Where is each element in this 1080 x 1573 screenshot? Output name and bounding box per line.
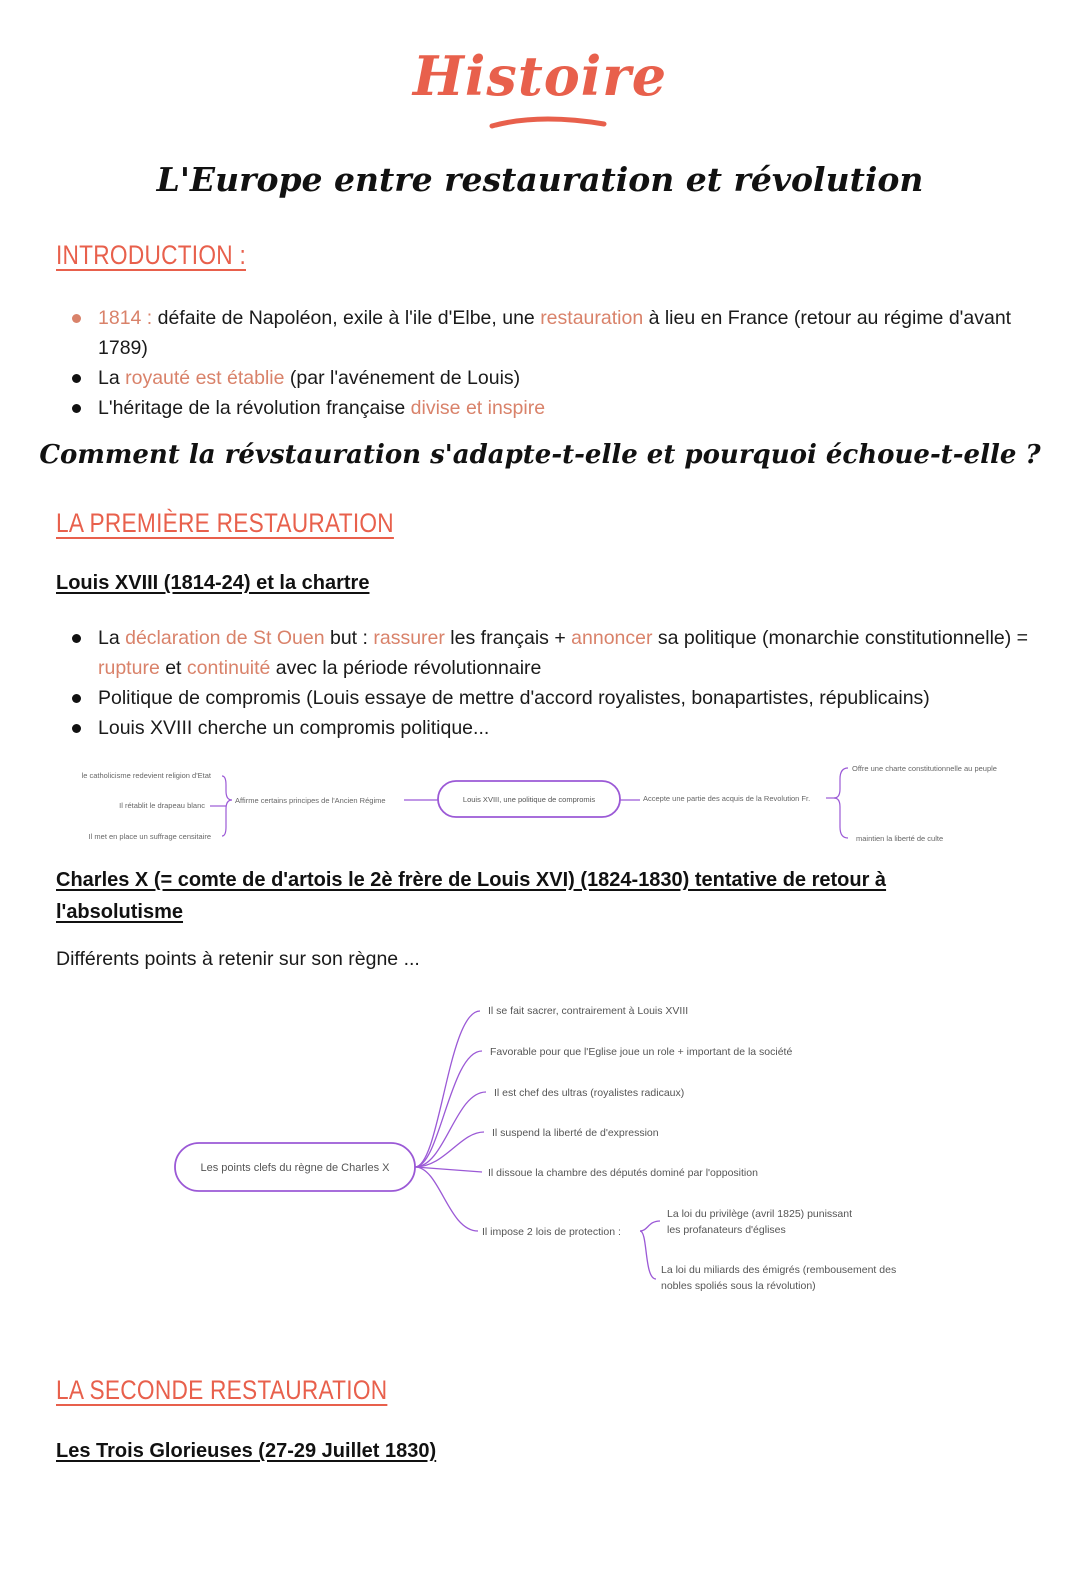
louis-bullet-text: rassurer: [373, 627, 445, 649]
premiere-restauration-heading: LA PREMIÈRE RESTAURATION: [56, 508, 394, 538]
seconde-restauration-heading: LA SECONDE RESTAURATION: [56, 1375, 388, 1405]
title-swash-decoration: [488, 112, 608, 136]
mm1-center: Louis XVIII, une politique de compromis: [462, 795, 596, 804]
louis-bullet: [72, 713, 1032, 743]
intro-bullet: [72, 363, 1032, 393]
intro-bullet-text: restauration: [540, 307, 644, 329]
mm2-branch: Il se fait sacrer, contrairement à Louis XVIII: [488, 1005, 689, 1017]
mm2-branch: Il est chef des ultras (royalistes radicaux): [494, 1087, 685, 1099]
mm2-center: Les points clefs du règne de Charles X: [200, 1162, 390, 1174]
mm2-sub-branch: La loi du miliards des émigrés (rembousement des: [661, 1264, 897, 1276]
mm2-sub-branch: les profanateurs d'églises: [667, 1224, 786, 1236]
intro-bullet-text: divise et inspire: [410, 397, 546, 419]
mm2-branch: Favorable pour que l'Eglise joue un role + important de la société: [490, 1046, 793, 1058]
louis-bullet-text: annoncer: [571, 627, 653, 649]
bullet-icon: [72, 724, 81, 733]
charles-intro-text: Différents points à retenir sur son règne ...: [56, 948, 420, 970]
intro-bullet-text: à lieu en France (retour au régime d'avant 1789): [98, 307, 1012, 359]
louis-bullet-text: sa politique (monarchie constitutionnelle) =: [652, 627, 1029, 649]
louis-bullet-text: les français +: [444, 627, 572, 649]
mm1-right-leaf: Offre une charte constitutionnelle au peuple: [852, 764, 997, 773]
louis-bullet-text: continuité: [186, 657, 271, 679]
mm1-left-branch: Affirme certains principes de l'Ancien Régime: [235, 796, 386, 805]
mm1-left-leaf: Il met en place un suffrage censitaire: [88, 832, 211, 841]
intro-heading: INTRODUCTION :: [56, 240, 246, 270]
bullet-icon: [72, 314, 81, 323]
intro-bullet-text: royauté est établie: [125, 367, 285, 389]
intro-bullet: [72, 393, 1032, 423]
intro-bullet-text: 1814 :: [98, 307, 153, 329]
louis-bullet-text: Louis XVIII cherche un compromis politique...: [98, 717, 490, 739]
page-title: Histoire: [412, 44, 668, 108]
intro-bullet-text: (par l'avénement de Louis): [284, 367, 521, 389]
louis-bullet-text: avec la période révolutionnaire: [270, 657, 542, 679]
louis-bullet-text: La: [98, 627, 126, 649]
louis-mindmap: [0, 755, 1080, 855]
mm1-right-branch: Accepte une partie des acquis de la Revolution Fr.: [643, 794, 811, 803]
louis-bullet-text: Politique de compromis (Louis essaye de mettre d'accord royalistes, bonapartistes, républicains): [98, 687, 930, 709]
intro-bullet: [72, 303, 1032, 363]
louis-bullet-text: but :: [324, 627, 374, 649]
mm2-branch: Il suspend la liberté de d'expression: [492, 1127, 659, 1139]
intro-bullet-text: La: [98, 367, 126, 389]
louis-bullet-text: déclaration de St Ouen: [125, 627, 325, 649]
charles-x-heading: Charles X (= comte de d'artois le 2è frère de Louis XVI) (1824-1830) tentative de retour à l'absolutisme: [56, 869, 887, 923]
bullet-icon: [72, 634, 81, 643]
mm1-left-leaf: le catholicisme redevient religion d'Etat: [81, 771, 211, 780]
bullet-icon: [72, 694, 81, 703]
mm2-sub-branch: La loi du privilège (avril 1825) punissant: [667, 1208, 853, 1220]
trois-glorieuses-heading: Les Trois Glorieuses (27-29 Juillet 1830): [56, 1440, 437, 1462]
louis-xviii-heading: Louis XVIII (1814-24) et la chartre: [56, 572, 370, 594]
louis-bullet: [72, 623, 1032, 683]
bullet-icon: [72, 374, 81, 383]
mm2-sub-branch: nobles spoliés sous la révolution): [661, 1280, 816, 1292]
mm2-branch: Il impose 2 lois de protection :: [482, 1226, 621, 1238]
intro-bullet-text: L'héritage de la révolution française: [98, 397, 411, 419]
louis-bullet: [72, 683, 1032, 713]
mm1-left-leaf: Il rétablit le drapeau blanc: [119, 801, 205, 810]
bullet-icon: [72, 404, 81, 413]
page-subtitle: L'Europe entre restauration et révolution: [156, 160, 924, 199]
mm2-branch: Il dissoue la chambre des députés dominé par l'opposition: [488, 1167, 758, 1179]
mm1-right-leaf: maintien la liberté de culte: [856, 834, 944, 843]
louis-list: [72, 623, 1032, 743]
charles-mindmap: [0, 995, 1080, 1305]
problem-question: Comment la révstauration s'adapte-t-elle et pourquoi échoue-t-elle ?: [39, 440, 1041, 470]
louis-bullet-text: rupture: [98, 657, 160, 679]
intro-bullet-text: défaite de Napoléon, exile à l'ile d'Elbe, une: [152, 307, 541, 329]
intro-list: [72, 303, 1032, 423]
louis-bullet-text: et: [159, 657, 187, 679]
